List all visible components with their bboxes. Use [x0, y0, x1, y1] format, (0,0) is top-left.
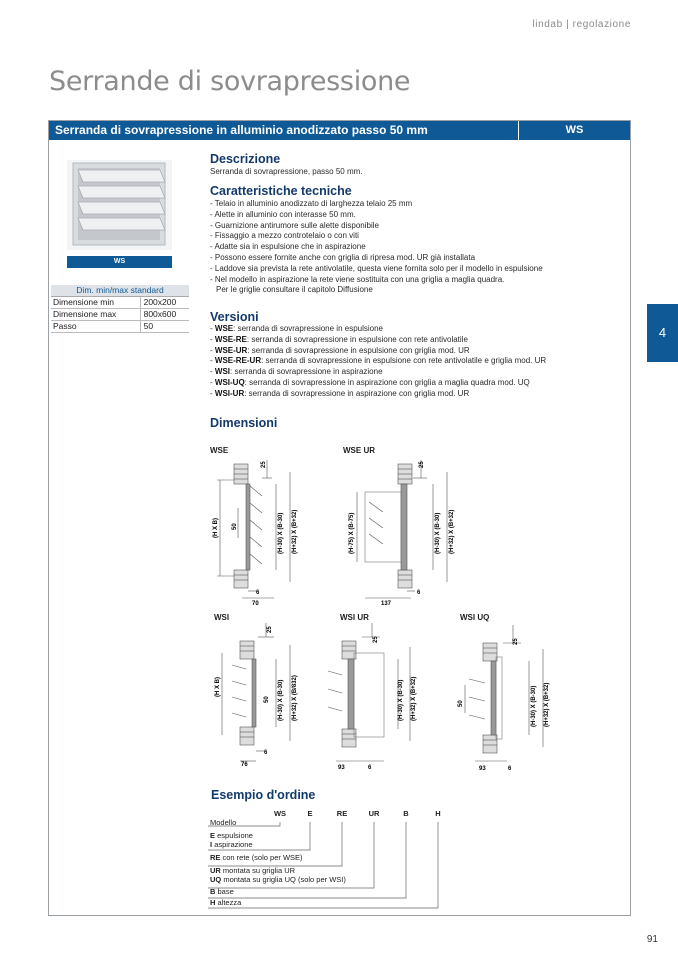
- drawing-label-wse: WSE: [210, 446, 229, 455]
- order-label-e: E espulsione: [210, 831, 253, 840]
- dim-text: (H-30) X (B-30): [435, 512, 441, 554]
- dim-text: (H+32) X (B+32): [292, 509, 298, 554]
- dim-text: (H-30) X (B-30): [278, 512, 284, 554]
- list-item: - Nel modello in aspirazione la rete viene sostituita con una griglia a maglia quadra.: [210, 274, 505, 284]
- dim-text: 70: [252, 601, 259, 607]
- order-label-b: B base: [210, 887, 234, 896]
- list-item: - Possono essere fornite anche con griglia di ripresa mod. UR già installata: [210, 252, 476, 262]
- list-item: - WSE-RE-UR: serranda di sovrapressione in espulsione con rete antivolatile e griglia mod. UR: [210, 356, 547, 366]
- wsi-drawing: [212, 623, 317, 768]
- list-item: - WSE-UR: serranda di sovrapressione in espulsione con griglia mod. UR: [210, 345, 470, 355]
- drawing-label-wse-ur: WSE UR: [343, 446, 375, 455]
- dim-text: (H+32) X (B/832): [292, 675, 298, 721]
- dim-text: (H-30) X (B-30): [278, 679, 284, 721]
- dim-text: 6: [368, 765, 372, 771]
- table-row: [51, 320, 189, 332]
- list-item: - WSE: serranda di sovrapressione in espulsione: [210, 324, 383, 333]
- list-item: Per le griglie consultare il capitolo Diffusione: [216, 285, 373, 295]
- dim-text: 93: [338, 765, 345, 771]
- section-title-bar: Serranda di sovrapressione in alluminio anodizzato passo 50 mm: [49, 121, 518, 140]
- dim-text: 6: [264, 750, 268, 756]
- dim-text: 25: [261, 461, 267, 468]
- order-code: WS: [273, 809, 287, 818]
- row-label: Dimensione min: [51, 296, 140, 308]
- esempio-heading: Esempio d'ordine: [211, 788, 316, 802]
- list-item: - Telaio in alluminio anodizzato di larghezza telaio 25 mm: [210, 199, 413, 208]
- row-value: 50: [140, 320, 189, 332]
- caratteristiche-list: [210, 199, 543, 296]
- order-code: E: [307, 809, 313, 818]
- chapter-tab[interactable]: 4: [647, 304, 678, 362]
- order-label-h: H altezza: [210, 898, 242, 907]
- dim-text: 6: [508, 766, 512, 772]
- drawing-label-wsi-uq: WSI UQ: [460, 613, 490, 622]
- order-label-i: I aspirazione: [210, 840, 253, 849]
- dim-text: (H+32) X (B+32): [449, 509, 455, 554]
- product-code-badge: WS: [518, 121, 630, 140]
- dim-text: 137: [381, 601, 392, 607]
- versioni-heading: Versioni: [210, 310, 259, 324]
- wsi-ur-drawing: [322, 623, 422, 773]
- row-label: Passo: [51, 320, 140, 332]
- dim-text: (H+32) X (B+32): [544, 682, 550, 727]
- dim-text: 6: [256, 590, 260, 596]
- versioni-list: [210, 324, 546, 400]
- page-title: Serrande di sovrapressione: [49, 66, 411, 97]
- table-row: [51, 296, 189, 308]
- wse-drawing: [212, 458, 322, 608]
- brand-header: lindab | regolazione: [532, 19, 631, 30]
- dim-text: 25: [373, 636, 379, 643]
- descrizione-text: Serranda di sovrapressione, passo 50 mm.: [210, 167, 363, 176]
- dim-text: (H X B): [215, 677, 221, 697]
- list-item: - WSE-RE: serranda di sovrapressione in espulsione con rete antivolatile: [210, 334, 468, 344]
- dim-text: 25: [513, 638, 519, 645]
- order-code: B: [403, 809, 409, 818]
- list-item: - Laddove sia prevista la rete antivolatile, questa viene fornita solo per il modello in espulsione: [210, 263, 543, 273]
- dim-text: 50: [458, 700, 464, 707]
- dim-text: 25: [267, 626, 273, 633]
- dim-text: 50: [264, 696, 270, 703]
- dim-text: 76: [241, 762, 248, 768]
- dim-text: (H-75) X (B-75): [349, 512, 355, 554]
- dim-text: (H X B): [213, 518, 219, 538]
- list-item: - WSI-UQ: serranda di sovrapressione in aspirazione con griglia a maglia quadra mod. UQ: [210, 377, 530, 387]
- order-label-uq: UQ montata su griglia UQ (solo per WSI): [210, 875, 346, 884]
- caratteristiche-heading: Caratteristiche tecniche: [210, 184, 352, 198]
- order-code: H: [435, 809, 441, 818]
- dim-text: (H-30) X (B-30): [398, 679, 404, 721]
- product-photo: [67, 160, 172, 250]
- dimension-table: [51, 285, 189, 333]
- order-code: RE: [336, 809, 348, 818]
- drawing-label-wsi-ur: WSI UR: [340, 613, 369, 622]
- list-item: - Guarnizione antirumore sulle alette disponibile: [210, 220, 379, 230]
- order-label-ur: UR montata su griglia UR: [210, 866, 296, 875]
- dim-text: (H-30) X (B-30): [531, 685, 537, 727]
- page-number: 91: [646, 934, 658, 945]
- dim-text: 50: [232, 523, 238, 530]
- photo-caption: WS: [67, 256, 172, 268]
- list-item: - Adatte sia in espulsione che in aspirazione: [210, 242, 366, 252]
- dimensioni-heading: Dimensioni: [210, 416, 278, 430]
- row-label: Dimensione max: [51, 308, 140, 320]
- list-item: - Fissaggio a mezzo controtelaio o con viti: [210, 231, 359, 241]
- order-label-modello: Modello: [210, 818, 237, 827]
- wse-ur-drawing: [343, 458, 468, 608]
- wsi-uq-drawing: [455, 623, 555, 773]
- order-code: UR: [368, 809, 380, 818]
- dim-text: 6: [417, 590, 421, 596]
- list-item: - Alette in alluminio con interasse 50 mm.: [210, 209, 356, 219]
- order-label-re: RE con rete (solo per WSE): [210, 853, 303, 862]
- dim-text: (H+32) X (B+32): [411, 676, 417, 721]
- row-value: 200x200: [140, 296, 189, 308]
- list-item: - WSI: serranda di sovrapressione in aspirazione: [210, 367, 383, 377]
- drawing-label-wsi: WSI: [214, 613, 230, 622]
- dim-text: 93: [479, 766, 486, 772]
- descrizione-heading: Descrizione: [210, 152, 281, 166]
- damper-illustration: [67, 160, 172, 250]
- dimension-table-header: Dim. min/max standard: [51, 285, 189, 296]
- dim-text: 25: [419, 461, 425, 468]
- table-row: [51, 308, 189, 320]
- row-value: 800x600: [140, 308, 189, 320]
- list-item: - WSI-UR: serranda di sovrapressione in aspirazione con griglia mod. UR: [210, 388, 470, 398]
